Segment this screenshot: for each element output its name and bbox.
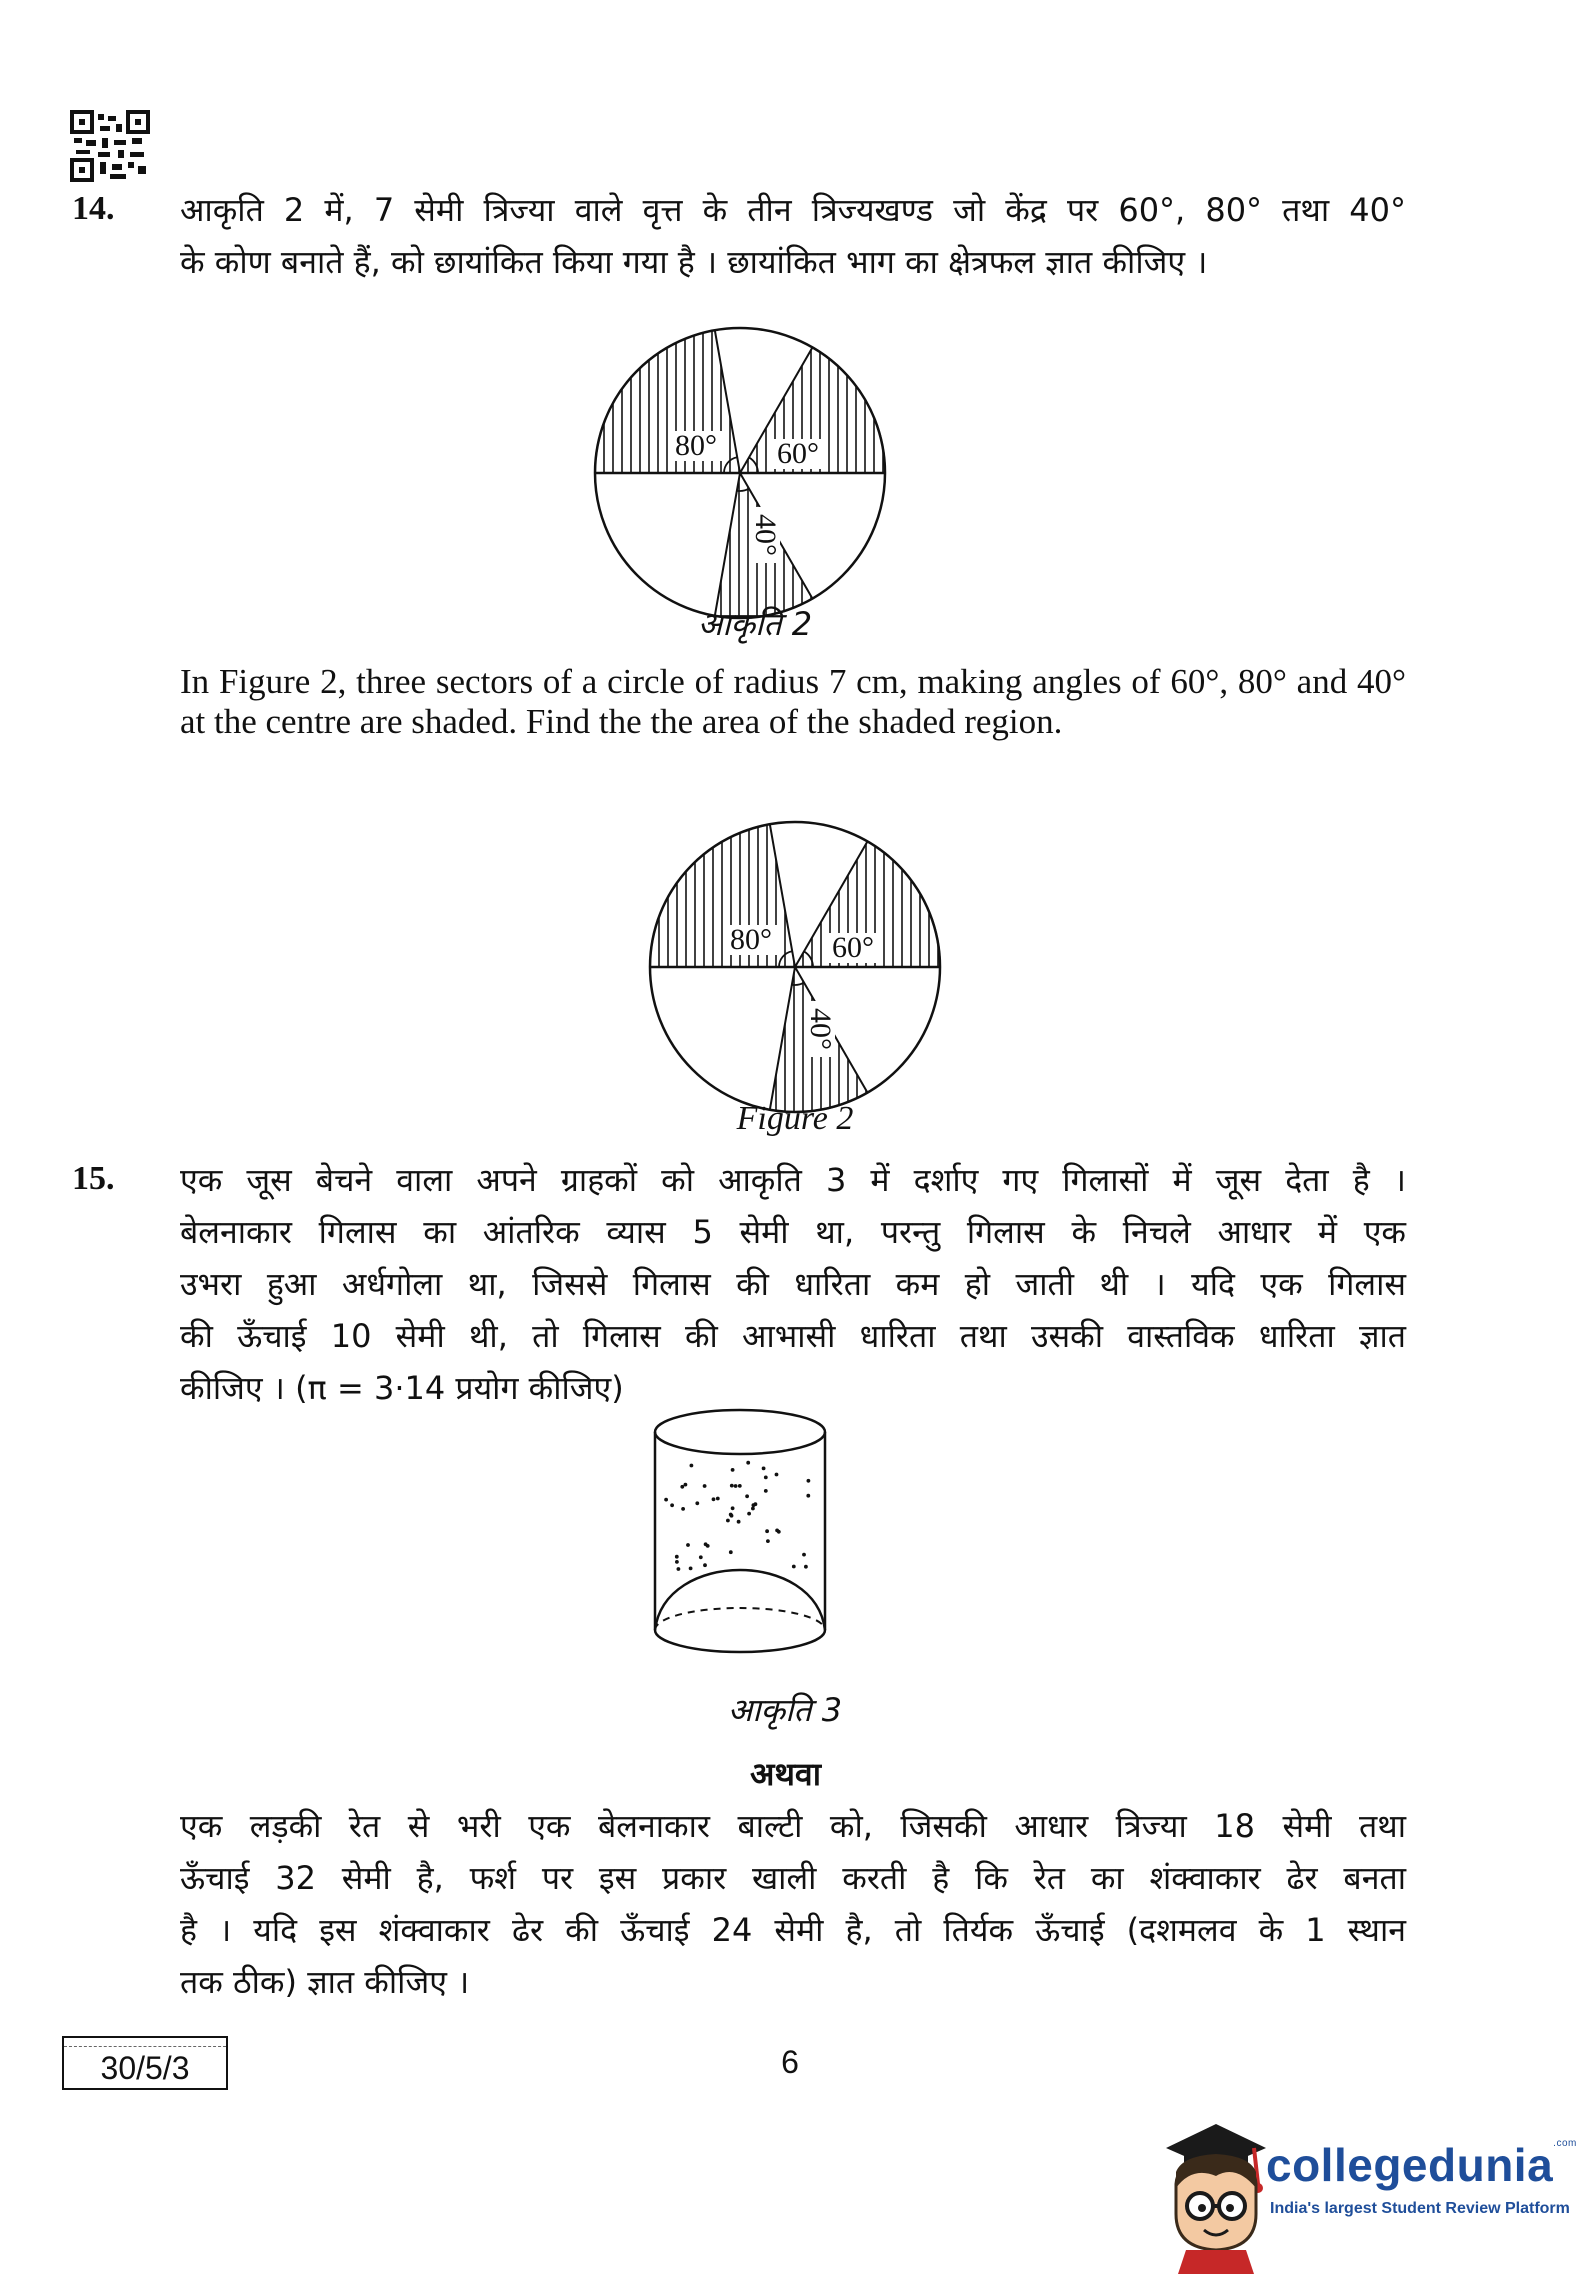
- question-14-english-text: In Figure 2, three sectors of a circle of radius 7 cm, making angles of 60°, 80° and 40° at the centre are shaded. Find the the area of the shaded region.: [180, 662, 1406, 741]
- angle-label-text: 80°: [730, 923, 772, 956]
- text-line: कीजिए । (π = 3·14 प्रयोग कीजिए): [180, 1369, 624, 1407]
- figure-3-caption: आकृति 3: [727, 1691, 843, 1729]
- sector-circle-figure-hindi: [585, 318, 895, 628]
- or-label: अथवा: [750, 1755, 821, 1793]
- glass-bottom-back: [655, 1608, 825, 1630]
- text-line: एक जूस बेचने वाला अपने ग्राहकों को आकृति 3 में दर्शाए गए गिलासों में जूस देता है ।: [180, 1161, 1406, 1199]
- question-15-alternative-text: [180, 1800, 1406, 2008]
- text-line: की ऊँचाई 10 सेमी थी, तो गिलास की आभासी धारिता तथा उसकी वास्तविक धारिता ज्ञात: [180, 1317, 1406, 1355]
- angle-label-40: [804, 1001, 837, 1057]
- glass-with-hemisphere-figure: [630, 1400, 850, 1670]
- text-line: उभरा हुआ अर्धगोला था, जिससे गिलास की धारिता कम हो जाती थी । यदि एक गिलास: [180, 1265, 1406, 1303]
- figure-english-caption: Figure 2: [736, 1100, 854, 1137]
- angle-label-60: [825, 931, 881, 964]
- question-14-number: 14.: [72, 190, 115, 227]
- qr-code: [72, 112, 148, 180]
- collegedunia-mascot-logo: [1162, 2114, 1270, 2274]
- paper-code-box: [62, 2036, 228, 2090]
- text-line: तक ठीक) ज्ञात कीजिए ।: [180, 1963, 470, 2001]
- brand-name-text: collegedunia: [1266, 2139, 1554, 2191]
- angle-label-text: 60°: [777, 437, 819, 470]
- angle-label-80: [668, 429, 724, 462]
- question-14-hindi-text: [180, 184, 1406, 288]
- glass-top-rim: [655, 1410, 825, 1454]
- paper-code: 30/5/3: [100, 2050, 190, 2086]
- sector-circle-figure-english: [640, 812, 950, 1122]
- juice-dots: [664, 1461, 810, 1571]
- figure-hindi-caption: आकृति 2: [697, 605, 813, 643]
- angle-label-text: 60°: [832, 931, 874, 964]
- text-line: ऊँचाई 32 सेमी है, फर्श पर इस प्रकार खाली करती है कि रेत का शंक्वाकार ढेर बनता: [180, 1859, 1406, 1897]
- angle-label-80: [723, 923, 779, 956]
- brand-name: [1266, 2138, 1577, 2192]
- angle-label-40: [749, 507, 782, 563]
- hemisphere-dome: [655, 1570, 825, 1630]
- angle-label-text: 40°: [804, 1008, 837, 1050]
- text-line: बेलनाकार गिलास का आंतरिक व्यास 5 सेमी था, परन्तु गिलास के निचले आधार में एक: [180, 1213, 1406, 1251]
- angle-label-text: 40°: [749, 514, 782, 556]
- text-line: एक लड़की रेत से भरी एक बेलनाकार बाल्टी को, जिसकी आधार त्रिज्या 18 सेमी तथा: [180, 1807, 1406, 1845]
- text-line: आकृति 2 में, 7 सेमी त्रिज्या वाले वृत्त के तीन त्रिज्यखण्ड जो केंद्र पर 60°, 80° तथा 40°: [180, 191, 1406, 229]
- question-15-number: 15.: [72, 1160, 115, 1197]
- text-line: के कोण बनाते हैं, को छायांकित किया गया है । छायांकित भाग का क्षेत्रफल ज्ञात कीजिए ।: [180, 243, 1208, 281]
- text-line: है । यदि इस शंक्वाकार ढेर की ऊँचाई 24 सेमी है, तो तिर्यक ऊँचाई (दशमलव के 1 स्थान: [180, 1911, 1406, 1949]
- glass-bottom-front: [655, 1630, 825, 1652]
- brand-suffix: .com: [1553, 2138, 1577, 2149]
- angle-label-60: [770, 437, 826, 470]
- brand-tagline: India's largest Student Review Platform: [1270, 2200, 1570, 2217]
- angle-label-text: 80°: [675, 429, 717, 462]
- page-number: 6: [781, 2044, 799, 2080]
- question-15-hindi-text: [180, 1154, 1406, 1414]
